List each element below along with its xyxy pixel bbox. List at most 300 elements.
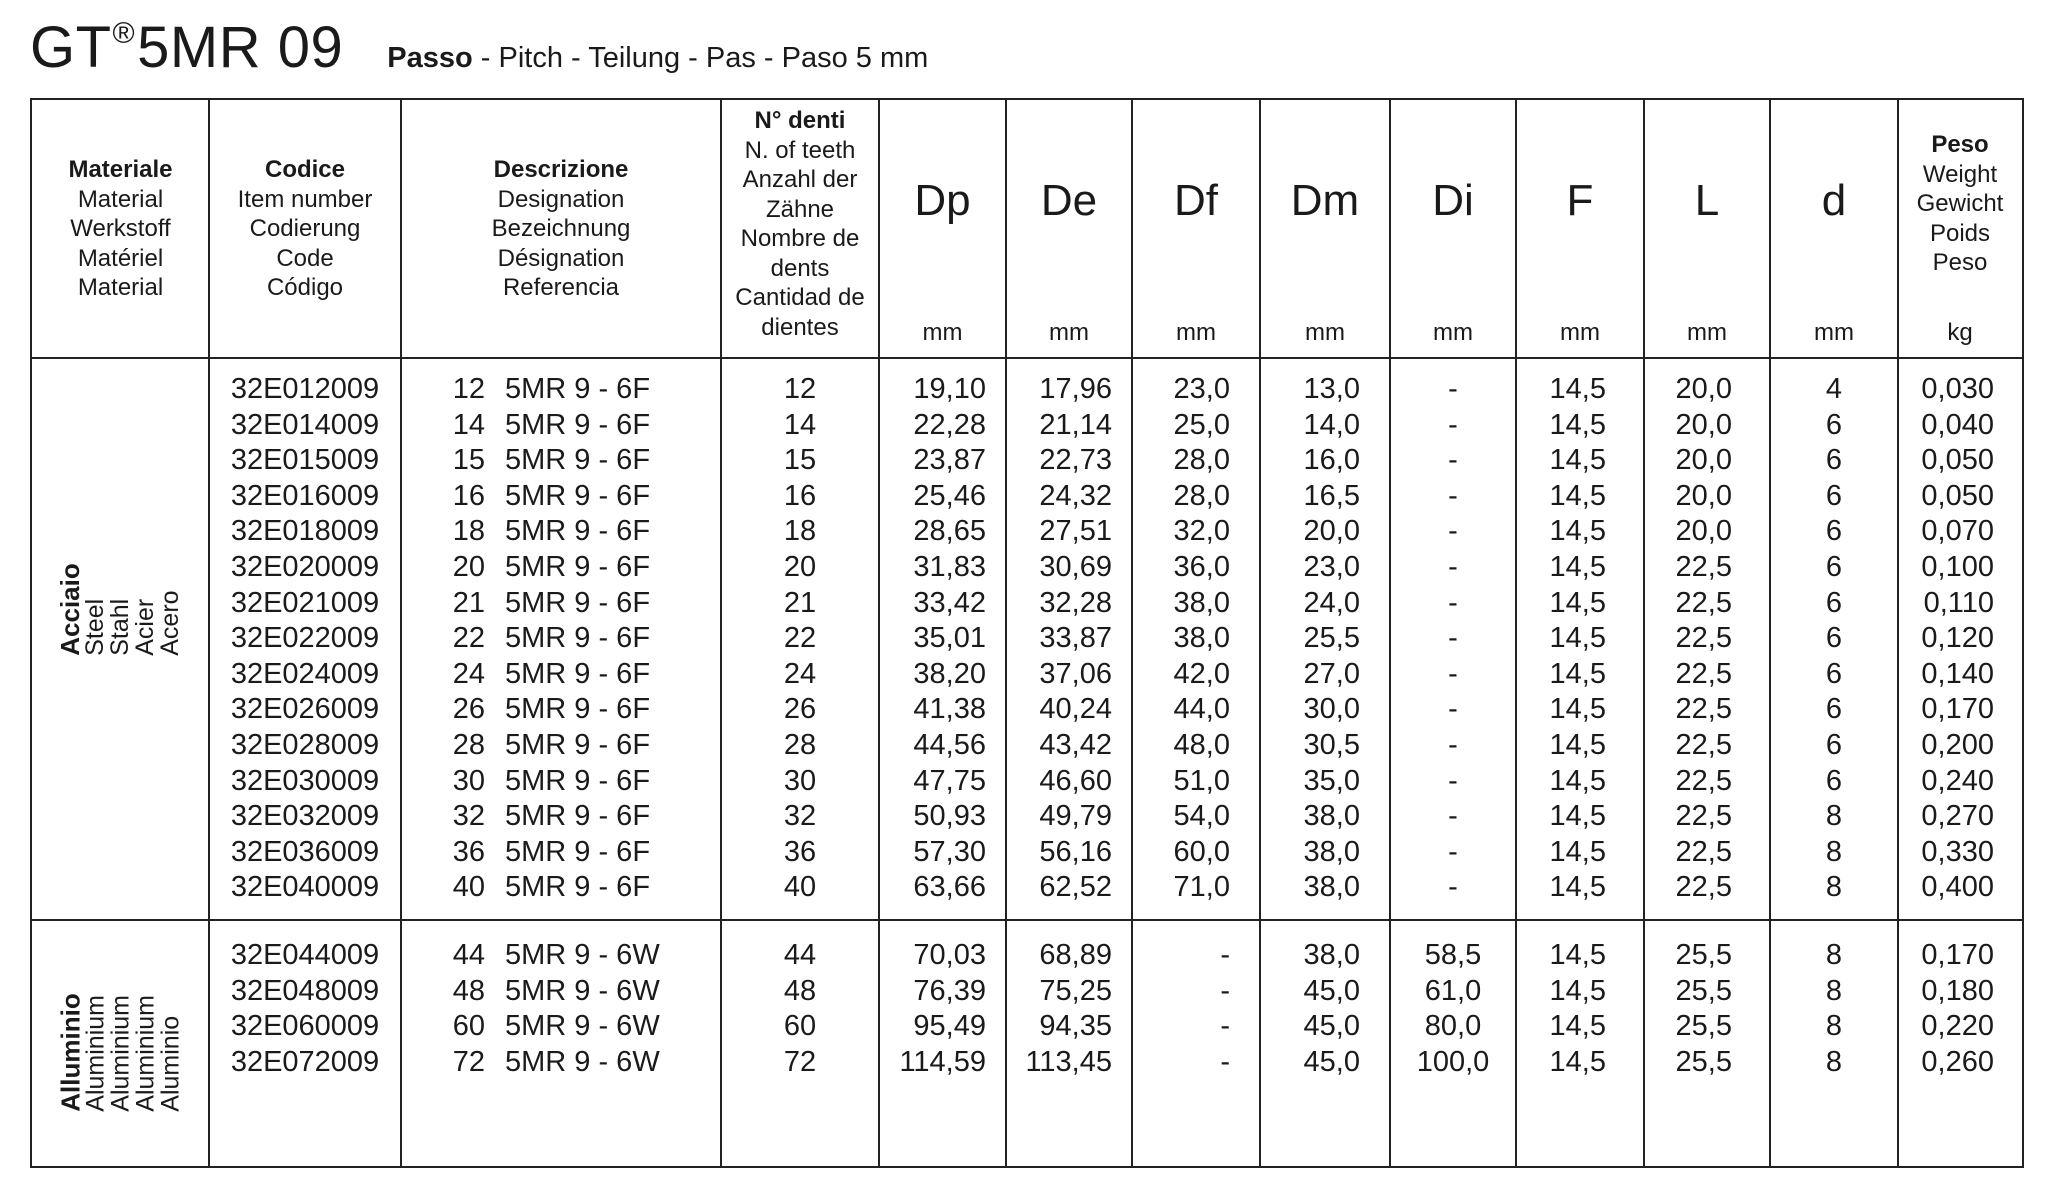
description-size: 30 xyxy=(452,764,485,797)
value-d: 6 xyxy=(1825,408,1843,441)
value-de: 24,32 xyxy=(1039,479,1112,512)
description-text: 5MR 9 - 6F xyxy=(505,764,651,797)
value-d: 8 xyxy=(1825,1045,1843,1078)
header-teeth-line: dents xyxy=(770,254,830,282)
header-dp xyxy=(879,100,1006,358)
teeth-count: 40 xyxy=(783,871,817,904)
value-dm: 38,0 xyxy=(1303,871,1360,904)
header-code-line: Codice xyxy=(264,156,345,184)
value-kg: 0,260 xyxy=(1921,1045,1994,1078)
value-df: 38,0 xyxy=(1173,622,1230,655)
description-size: 20 xyxy=(452,551,485,583)
header-teeth-line: Cantidad de xyxy=(735,284,865,311)
header-description-line: Designation xyxy=(497,185,625,213)
description-size: 48 xyxy=(452,974,485,1007)
header-df xyxy=(1132,100,1260,358)
value-l: 22,5 xyxy=(1675,622,1732,655)
value-kg: 0,270 xyxy=(1921,800,1994,833)
item-code: 32E026009 xyxy=(230,693,380,726)
header-code xyxy=(209,100,401,358)
item-code: 32E040009 xyxy=(230,871,380,904)
value-dp: 95,49 xyxy=(913,1010,986,1043)
value-kg: 0,120 xyxy=(1921,622,1994,655)
weight-label-line: Peso xyxy=(1932,249,1988,276)
description-size: 14 xyxy=(452,408,485,441)
item-code: 32E044009 xyxy=(230,939,380,971)
value-dp: 44,56 xyxy=(913,729,986,761)
value-d: 6 xyxy=(1825,657,1843,690)
value-de: 46,60 xyxy=(1039,764,1112,797)
value-dm: 45,0 xyxy=(1303,974,1360,1007)
value-f: 14,5 xyxy=(1549,657,1606,690)
weight-label-line: Peso xyxy=(1931,131,1989,158)
value-d: 8 xyxy=(1825,939,1843,971)
value-dp: 63,66 xyxy=(913,871,986,904)
header-teeth-line: N° denti xyxy=(754,107,846,134)
header-description-line: Bezeichnung xyxy=(491,215,631,243)
value-dp: 50,93 xyxy=(913,800,986,833)
value-de: 40,24 xyxy=(1039,693,1112,726)
value-kg: 0,050 xyxy=(1921,479,1994,512)
value-df: 36,0 xyxy=(1173,551,1230,583)
value-kg: 0,140 xyxy=(1921,657,1994,690)
value-dp: 19,10 xyxy=(913,373,986,405)
value-df: 60,0 xyxy=(1173,835,1230,868)
weight-label-line: Gewicht xyxy=(1916,190,2004,217)
header-material-line: Matériel xyxy=(77,244,164,272)
value-df: 25,0 xyxy=(1173,408,1230,441)
description-size: 26 xyxy=(452,693,485,726)
description-text: 5MR 9 - 6F xyxy=(505,622,651,655)
model-title: GT®5MR 09 xyxy=(30,15,344,80)
value-dm: 14,0 xyxy=(1303,408,1360,441)
dimension-symbol: d xyxy=(1821,176,1847,225)
value-l: 22,5 xyxy=(1675,835,1732,868)
teeth-count: 44 xyxy=(783,939,817,971)
value-di: - xyxy=(1448,622,1458,655)
value-di: - xyxy=(1448,693,1458,726)
description-size: 44 xyxy=(452,939,485,971)
page-title xyxy=(30,14,928,84)
dimension-symbol: De xyxy=(1040,176,1098,225)
header-teeth-line: Nombre de xyxy=(740,225,860,252)
value-dm: 27,0 xyxy=(1303,657,1360,690)
value-df: - xyxy=(1220,974,1230,1007)
material-label-line: Acciaio xyxy=(54,562,85,656)
value-l: 20,0 xyxy=(1675,373,1732,405)
value-de: 30,69 xyxy=(1039,551,1112,583)
value-d: 6 xyxy=(1825,693,1843,726)
dimension-symbol: Di xyxy=(1432,176,1474,225)
item-code: 32E018009 xyxy=(230,515,380,548)
value-de: 32,28 xyxy=(1039,586,1112,619)
description-text: 5MR 9 - 6F xyxy=(505,800,651,833)
material-label-line: Acier xyxy=(130,598,159,656)
value-dm: 16,5 xyxy=(1303,479,1360,512)
material-label-line: Stahl xyxy=(105,598,134,656)
material-label xyxy=(55,992,185,1112)
description-text: 5MR 9 - 6F xyxy=(505,729,651,761)
description-size: 16 xyxy=(452,479,485,512)
item-code: 32E022009 xyxy=(230,622,380,655)
value-kg: 0,240 xyxy=(1921,764,1994,797)
value-dm: 45,0 xyxy=(1303,1045,1360,1078)
material-label-line: Aluminium xyxy=(81,994,110,1112)
value-dp: 23,87 xyxy=(913,444,986,477)
value-f: 14,5 xyxy=(1549,444,1606,477)
value-de: 21,14 xyxy=(1039,408,1112,441)
value-di: - xyxy=(1448,515,1458,548)
value-kg: 0,040 xyxy=(1921,408,1994,441)
value-df: - xyxy=(1220,939,1230,971)
value-d: 6 xyxy=(1825,551,1843,583)
value-de: 56,16 xyxy=(1039,835,1112,868)
value-df: 28,0 xyxy=(1173,444,1230,477)
dimension-symbol: L xyxy=(1694,176,1720,225)
value-f: 14,5 xyxy=(1549,835,1606,868)
value-di: - xyxy=(1448,871,1458,904)
teeth-count: 12 xyxy=(783,373,817,405)
value-df: 54,0 xyxy=(1173,800,1230,833)
material-label-line: Alluminio xyxy=(55,992,86,1112)
header-l xyxy=(1644,100,1770,358)
value-l: 25,5 xyxy=(1675,1010,1732,1043)
value-dm: 20,0 xyxy=(1303,515,1360,548)
material-label-lines xyxy=(54,562,184,656)
description-size: 72 xyxy=(452,1045,485,1078)
value-df: 23,0 xyxy=(1173,373,1230,405)
value-f: 14,5 xyxy=(1549,939,1606,971)
value-de: 94,35 xyxy=(1039,1010,1112,1043)
header-material xyxy=(32,100,209,358)
description-text: 5MR 9 - 6W xyxy=(505,939,660,971)
value-d: 6 xyxy=(1825,764,1843,797)
value-dp: 22,28 xyxy=(913,408,986,441)
header-code-line: Item number xyxy=(237,185,373,213)
value-d: 6 xyxy=(1825,515,1843,548)
teeth-count: 16 xyxy=(783,479,817,512)
description-size: 18 xyxy=(452,515,485,548)
description-text: 5MR 9 - 6F xyxy=(505,871,651,904)
value-l: 22,5 xyxy=(1675,657,1732,690)
dimension-unit: mm xyxy=(1814,319,1854,346)
teeth-count: 32 xyxy=(783,800,817,833)
value-f: 14,5 xyxy=(1549,693,1606,726)
value-di: - xyxy=(1448,444,1458,477)
value-di: - xyxy=(1448,551,1458,583)
value-f: 14,5 xyxy=(1549,408,1606,441)
value-df: 44,0 xyxy=(1173,693,1230,726)
description-text: 5MR 9 - 6F xyxy=(505,835,651,868)
value-d: 4 xyxy=(1825,373,1843,405)
item-code: 32E072009 xyxy=(230,1045,380,1078)
description-text: 5MR 9 - 6W xyxy=(505,974,660,1007)
teeth-count: 18 xyxy=(783,515,817,548)
teeth-count: 48 xyxy=(783,974,817,1007)
value-l: 20,0 xyxy=(1675,479,1732,512)
value-df: 42,0 xyxy=(1173,657,1230,690)
value-dp: 31,83 xyxy=(913,551,986,583)
value-dm: 23,0 xyxy=(1303,551,1360,583)
value-de: 33,87 xyxy=(1039,622,1112,655)
teeth-count: 28 xyxy=(783,729,817,761)
value-dp: 33,42 xyxy=(913,586,986,619)
dimension-unit: mm xyxy=(1176,319,1216,346)
pitch-subtitle: Passo - Pitch - Teilung - Pas - Paso 5 mm xyxy=(387,42,929,74)
value-di: 58,5 xyxy=(1424,939,1482,971)
dimension-unit: mm xyxy=(922,319,963,346)
header-material-line: Materiale xyxy=(68,156,173,184)
description-size: 12 xyxy=(452,373,485,405)
item-code: 32E014009 xyxy=(230,408,380,441)
value-di: - xyxy=(1448,800,1458,833)
header-di xyxy=(1390,100,1516,358)
value-kg: 0,400 xyxy=(1921,871,1994,904)
description-text: 5MR 9 - 6F xyxy=(505,657,651,690)
value-dp: 47,75 xyxy=(913,764,986,797)
value-dm: 30,0 xyxy=(1303,693,1360,726)
value-dm: 38,0 xyxy=(1303,800,1360,833)
weight-label xyxy=(1898,130,2022,278)
value-l: 25,5 xyxy=(1675,939,1732,971)
value-f: 14,5 xyxy=(1549,764,1606,797)
value-dp: 70,03 xyxy=(913,939,986,971)
header-teeth-line: Zähne xyxy=(765,195,835,223)
item-code: 32E016009 xyxy=(230,479,380,512)
value-dp: 25,46 xyxy=(913,479,986,512)
header-teeth xyxy=(721,100,879,358)
material-label xyxy=(54,562,184,656)
header-teeth-line: N. of teeth xyxy=(744,136,856,164)
value-dm: 38,0 xyxy=(1303,835,1360,868)
item-code: 32E060009 xyxy=(230,1010,380,1043)
value-df: 32,0 xyxy=(1173,515,1230,548)
header-dm xyxy=(1260,100,1390,358)
description-size: 15 xyxy=(452,444,485,477)
value-kg: 0,030 xyxy=(1921,373,1994,405)
teeth-count: 36 xyxy=(783,835,817,868)
teeth-count: 60 xyxy=(783,1010,817,1043)
value-l: 22,5 xyxy=(1675,551,1732,583)
value-de: 75,25 xyxy=(1039,974,1112,1007)
value-dm: 13,0 xyxy=(1303,373,1360,405)
value-d: 8 xyxy=(1825,800,1843,833)
material-label-line: Aluminium xyxy=(131,994,160,1112)
value-l: 20,0 xyxy=(1675,444,1732,477)
description-size: 40 xyxy=(452,871,485,904)
value-de: 68,89 xyxy=(1039,939,1112,971)
description-text: 5MR 9 - 6F xyxy=(505,551,651,583)
item-code: 32E032009 xyxy=(230,800,380,833)
description-text: 5MR 9 - 6F xyxy=(505,408,651,441)
dimension-symbol: Df xyxy=(1174,176,1218,225)
header-description xyxy=(401,100,721,358)
dimension-unit: mm xyxy=(1305,319,1345,346)
description-size: 36 xyxy=(452,835,485,868)
value-di: - xyxy=(1448,373,1458,405)
value-f: 14,5 xyxy=(1549,551,1606,583)
value-l: 22,5 xyxy=(1675,729,1732,761)
item-code: 32E020009 xyxy=(230,551,380,583)
value-dm: 45,0 xyxy=(1303,1010,1360,1043)
value-kg: 0,170 xyxy=(1921,939,1994,971)
dimension-symbol: Dp xyxy=(914,176,971,225)
value-de: 17,96 xyxy=(1039,373,1112,405)
header-material-line: Werkstoff xyxy=(70,215,171,243)
header-de xyxy=(1006,100,1132,358)
value-di: - xyxy=(1448,586,1458,619)
item-code: 32E030009 xyxy=(230,764,380,797)
item-code: 32E028009 xyxy=(230,729,380,761)
value-d: 8 xyxy=(1825,1010,1843,1043)
description-size: 21 xyxy=(452,586,485,619)
material-label-lines xyxy=(55,992,185,1112)
value-l: 22,5 xyxy=(1675,764,1732,797)
value-dp: 41,38 xyxy=(913,693,986,726)
value-de: 49,79 xyxy=(1039,800,1112,833)
value-kg: 0,330 xyxy=(1921,835,1994,868)
value-kg: 0,050 xyxy=(1921,444,1994,477)
value-df: - xyxy=(1220,1045,1230,1078)
value-f: 14,5 xyxy=(1549,515,1606,548)
teeth-count: 14 xyxy=(783,408,817,441)
value-l: 25,5 xyxy=(1675,1045,1732,1078)
value-d: 6 xyxy=(1825,444,1843,477)
value-d: 6 xyxy=(1825,622,1843,655)
description-size: 28 xyxy=(452,729,485,761)
item-code: 32E012009 xyxy=(230,373,380,405)
item-code: 32E036009 xyxy=(230,835,380,868)
description-text: 5MR 9 - 6W xyxy=(505,1045,660,1078)
value-d: 8 xyxy=(1825,974,1843,1007)
teeth-count: 72 xyxy=(783,1045,817,1078)
teeth-count: 22 xyxy=(783,622,817,655)
header-code-line: Código xyxy=(266,274,344,302)
value-dm: 38,0 xyxy=(1303,939,1360,971)
description-size: 32 xyxy=(452,800,485,833)
value-kg: 0,170 xyxy=(1921,693,1994,726)
value-f: 14,5 xyxy=(1549,1010,1606,1043)
value-dm: 25,5 xyxy=(1303,622,1360,655)
value-f: 14,5 xyxy=(1549,586,1606,619)
value-di: - xyxy=(1448,408,1458,441)
dimension-unit: mm xyxy=(1687,319,1727,346)
description-size: 24 xyxy=(452,657,485,690)
value-di: - xyxy=(1448,764,1458,797)
description-text: 5MR 9 - 6F xyxy=(505,373,651,405)
header-f xyxy=(1516,100,1644,358)
value-kg: 0,200 xyxy=(1921,729,1994,761)
header-description-line: Referencia xyxy=(502,274,620,302)
header-code-line: Codierung xyxy=(249,215,361,243)
weight-label-line: Poids xyxy=(1929,219,1991,247)
value-l: 25,5 xyxy=(1675,974,1732,1007)
header-material-line: Material xyxy=(77,185,164,213)
value-l: 22,5 xyxy=(1675,693,1732,726)
value-dm: 35,0 xyxy=(1303,764,1360,797)
value-l: 20,0 xyxy=(1675,408,1732,441)
description-size: 60 xyxy=(452,1010,485,1043)
value-di: 100,0 xyxy=(1416,1045,1490,1078)
value-d: 6 xyxy=(1825,479,1843,512)
value-l: 22,5 xyxy=(1675,586,1732,619)
dimension-symbol: Dm xyxy=(1290,176,1360,225)
header-description-line: Désignation xyxy=(497,244,625,272)
value-di: 80,0 xyxy=(1424,1010,1482,1043)
description-size: 22 xyxy=(452,622,485,655)
value-l: 20,0 xyxy=(1675,515,1732,548)
value-df: 28,0 xyxy=(1173,479,1230,512)
value-d: 8 xyxy=(1825,835,1843,868)
dimension-unit: mm xyxy=(1049,319,1089,346)
description-text: 5MR 9 - 6F xyxy=(505,444,651,477)
value-d: 6 xyxy=(1825,729,1843,761)
teeth-count: 20 xyxy=(783,551,817,583)
value-dp: 76,39 xyxy=(913,974,986,1007)
material-label-line: Aluminio xyxy=(156,1015,185,1112)
item-code: 32E024009 xyxy=(230,657,380,690)
value-f: 14,5 xyxy=(1549,974,1606,1007)
product-table xyxy=(30,98,2024,1168)
value-df: 51,0 xyxy=(1173,764,1230,797)
weight-label-line: Weight xyxy=(1922,160,1998,188)
value-f: 14,5 xyxy=(1549,800,1606,833)
teeth-count: 21 xyxy=(783,586,817,619)
description-text: 5MR 9 - 6W xyxy=(505,1010,660,1043)
value-di: - xyxy=(1448,657,1458,690)
header-d xyxy=(1770,100,1898,358)
item-code: 32E048009 xyxy=(230,974,380,1007)
header-weight xyxy=(1898,100,2022,358)
value-dm: 24,0 xyxy=(1303,586,1360,619)
value-dp: 57,30 xyxy=(913,835,986,868)
value-f: 14,5 xyxy=(1549,1045,1606,1078)
value-kg: 0,180 xyxy=(1921,974,1994,1007)
teeth-count: 15 xyxy=(783,444,817,477)
teeth-count: 30 xyxy=(783,764,817,797)
value-di: - xyxy=(1448,835,1458,868)
teeth-count: 26 xyxy=(783,693,817,726)
material-label-line: Aluminium xyxy=(106,994,135,1112)
value-kg: 0,110 xyxy=(1923,586,1994,619)
value-dp: 38,20 xyxy=(913,657,986,690)
dimension-unit: mm xyxy=(1560,319,1600,346)
value-de: 43,42 xyxy=(1039,729,1112,761)
value-f: 14,5 xyxy=(1549,729,1606,761)
header-teeth-line: dientes xyxy=(761,313,839,341)
value-kg: 0,070 xyxy=(1921,515,1994,548)
value-dp: 28,65 xyxy=(913,515,986,548)
weight-unit: kg xyxy=(1947,319,1973,346)
value-dm: 16,0 xyxy=(1303,444,1360,477)
value-l: 22,5 xyxy=(1675,871,1732,904)
value-df: - xyxy=(1220,1010,1230,1043)
header-code-line: Code xyxy=(276,244,334,272)
header-description-line: Descrizione xyxy=(493,156,629,184)
header-material-line: Material xyxy=(77,274,164,302)
value-de: 62,52 xyxy=(1039,871,1112,904)
value-de: 113,45 xyxy=(1025,1045,1112,1078)
value-l: 22,5 xyxy=(1675,800,1732,833)
value-f: 14,5 xyxy=(1549,871,1606,904)
value-de: 22,73 xyxy=(1039,444,1112,477)
value-f: 14,5 xyxy=(1549,373,1606,405)
item-code: 32E015009 xyxy=(230,444,380,477)
material-label-line: Acero xyxy=(155,589,184,656)
description-text: 5MR 9 - 6F xyxy=(505,479,651,512)
value-df: 38,0 xyxy=(1173,586,1230,619)
value-kg: 0,100 xyxy=(1921,551,1994,583)
